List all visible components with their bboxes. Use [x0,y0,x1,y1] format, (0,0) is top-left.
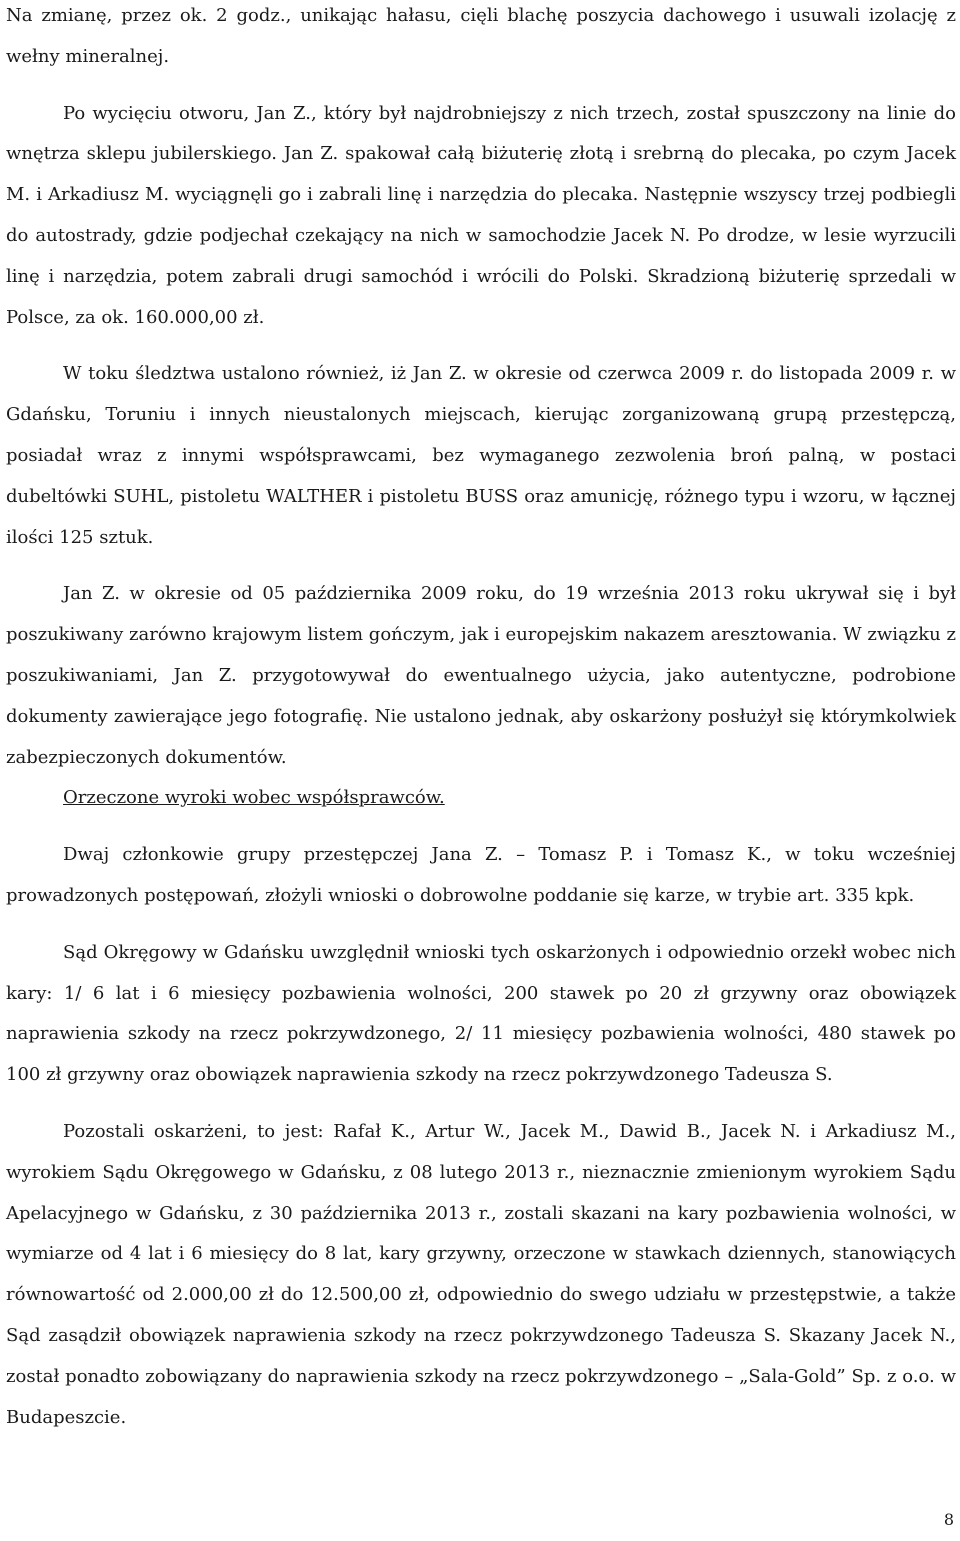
paragraph-plea: Dwaj członkowie grupy przestępczej Jana Z. – Tomasz P. i Tomasz K., w toku wcześniej prowadzonych postępowań, złożyli wnioski o dobrowolne poddanie się karze, w trybie art. 335 kpk. [6,844,956,906]
document-page [6,0,956,1438]
paragraph-court-sentences: Sąd Okręgowy w Gdańsku uwzględnił wnioski tych oskarżonych i odpowiednio orzekł wobec nich kary: 1/ 6 lat i 6 miesięcy pozbawienia wolności, 200 stawek po 20 zł grzywny oraz obowiązek naprawienia szkody na rzecz pokrzywdzonego, 2/ 11 miesięcy pozbawienia wolności, 480 stawek po 100 zł grzywny oraz obowiązek naprawienia szkody na rzecz pokrzywdzonego Tadeusza S. [6,941,956,1086]
paragraph-other-defendants: Pozostali oskarżeni, to jest: Rafał K., Artur W., Jacek M., Dawid B., Jacek N. i Arkadiusz M., wyrokiem Sądu Okręgowego w Gdańsku, z 08 lutego 2013 r., nieznacznie zmienionym wyrokiem Sądu Apelacyjnego w Gdańsku, z 30 października 2013 r., zostali skazani na kary pozbawienia wolności, w wymiarze od 4 lat i 6 miesięcy do 8 lat, kary grzywny, orzeczone w stawkach dziennych, stanowiących równowartość od 2.000,00 zł do 12.500,00 zł, odpowiednio do swego udziału w przestępstwie, a także Sąd zasądził obowiązek naprawienia szkody na rzecz pokrzywdzonego Tadeusza S. Skazany Jacek N., został ponadto zobowiązany do naprawienia szkody na rzecz pokrzywdzonego – „Sala-Gold” Sp. z o.o. w Budapeszcie. [6,1120,956,1428]
section-heading-sentences: Orzeczone wyroki wobec współsprawców. [63,787,445,809]
paragraph-robbery: Po wycięciu otworu, Jan Z., który był najdrobniejszy z nich trzech, został spuszczony na linie do wnętrza sklepu jubilerskiego. Jan Z. spakował całą biżuterię złotą i srebrną do plecaka, po czym Jacek M. i Arkadiusz M. wyciągnęli go i zabrali linę i narzędzia do plecaka. Następnie wszyscy trzej podbiegli do autostrady, gdzie podjechał czekający na nich w samochodzie Jacek N. Po drodze, w lesie wyrzucili linę i narzędzia, potem zabrali drugi samochód i wrócili do Polski. Skradzioną biżuterię sprzedali w Polsce, za ok. 160.000,00 zł. [6,102,956,328]
page-number: 8 [943,1510,954,1529]
paragraph-hiding: Jan Z. w okresie od 05 października 2009 roku, do 19 września 2013 roku ukrywał się i był poszukiwany zarówno krajowym listem gończym, jak i europejskim nakazem aresztowania. W związku z poszukiwaniami, Jan Z. przygotowywał do ewentualnego użycia, jako autentyczne, podrobione dokumenty zawierające jego fotografię. Nie ustalono jednak, aby oskarżony posłużył się którymkolwiek zabezpieczonych dokumentów. [6,583,956,768]
paragraph-weapons: W toku śledztwa ustalono również, iż Jan Z. w okresie od czerwca 2009 r. do listopada 2009 r. w Gdańsku, Toruniu i innych nieustalonych miejscach, kierując zorganizowaną grupą przestępczą, posiadał wraz z innymi współsprawcami, bez wymaganego zezwolenia broń palną, w postaci dubeltówki SUHL, pistoletu WALTHER i pistoletu BUSS oraz amunicję, różnego typu i wzoru, w łącznej ilości 125 sztuk. [6,363,956,548]
paragraph-insulation: Na zmianę, przez ok. 2 godz., unikając hałasu, cięli blachę poszycia dachowego i usuwali izolację z wełny mineralnej. [6,5,956,67]
